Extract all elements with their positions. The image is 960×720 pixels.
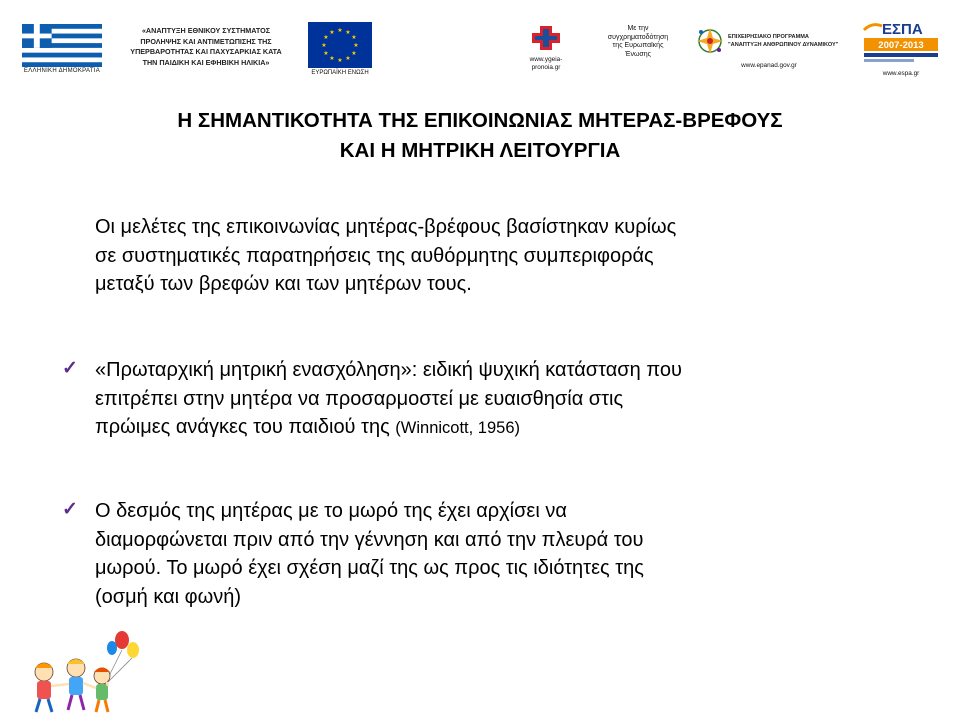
eu-caption: ΕΥΡΩΠΑΪΚΗ ΕΝΩΣΗ	[311, 70, 369, 76]
cofunding-line: Ένωσης	[624, 50, 652, 58]
intro-line: μεταξύ των βρεφών και των μητέρων τους.	[95, 273, 472, 295]
bullet-text	[95, 497, 895, 611]
epanad-line-1: ΕΠΙΧΕΙΡΗΣΙΑΚΟ ΠΡΟΓΡΑΜΜΑ	[728, 34, 809, 40]
cofunding-text	[588, 25, 688, 59]
svg-text:★: ★	[337, 57, 343, 64]
bullet-line: μωρού. Το μωρό έχει σχέση μαζί της ως προς τις ιδιότητες της	[95, 557, 644, 579]
checkmark-icon: ✓	[62, 358, 78, 379]
intro-paragraph	[95, 213, 895, 299]
svg-text:★: ★	[323, 50, 329, 57]
citation: (Winnicott, 1956)	[395, 419, 520, 437]
ygeia-caption-line: www.ygeia-	[529, 56, 563, 63]
ygeia-pronoia-logo	[528, 24, 564, 52]
title-line: ΚΑΙ Η ΜΗΤΡΙΚΗ ΛΕΙΤΟΥΡΓΙΑ	[339, 139, 621, 162]
svg-text:★: ★	[351, 50, 357, 57]
svg-text:★: ★	[323, 34, 329, 41]
espa-label: ΕΣΠΑ	[882, 21, 923, 38]
bullet-line: (οσμή και φωνή)	[95, 585, 242, 608]
program-line: ΠΡΟΛΗΨΗΣ ΚΑΙ ΑΝΤΙΜΕΤΩΠΙΣΗΣ ΤΗΣ	[140, 36, 272, 46]
checkmark-icon: ✓	[62, 499, 78, 520]
bullet-text	[95, 356, 895, 443]
program-line: ΥΠΕΡΒΑΡΟΤΗΤΑΣ ΚΑΙ ΠΑΧΥΣΑΡΚΙΑΣ ΚΑΤΑ	[130, 47, 282, 57]
svg-text:★: ★	[337, 27, 343, 34]
eu-flag-icon	[308, 22, 372, 68]
bullet-line: «Πρωταρχική μητρική ενασχόληση»: ειδική ψυχική κατάσταση που	[95, 359, 682, 381]
bullet-line	[95, 413, 895, 443]
cofunding-line: Με την	[627, 25, 649, 32]
program-title	[118, 26, 294, 68]
bullet-line: διαμορφώνεται πριν από την γέννηση και από την πλευρά του	[95, 528, 644, 551]
ygeia-caption	[514, 56, 578, 72]
bullet-line-text: πρώιμες ανάγκες του παιδιού της	[95, 416, 396, 438]
svg-text:★: ★	[321, 42, 327, 49]
svg-text:★: ★	[351, 34, 357, 41]
program-line: «ΑΝΑΠΤΥΞΗ ΕΘΝΙΚΟΥ ΣΥΣΤΗΜΑΤΟΣ	[141, 26, 271, 35]
cofunding-line: συγχρηματοδότηση	[607, 33, 669, 41]
cofunding-line: της Ευρωπαϊκής	[612, 42, 664, 50]
svg-text:★: ★	[345, 55, 351, 62]
epanad-line-2: "ΑΝΑΠΤΥΞΗ ΑΝΘΡΩΠΙΝΟΥ ΔΥΝΑΜΙΚΟΥ"	[728, 42, 839, 48]
epanad-logo	[694, 24, 846, 58]
svg-text:★: ★	[329, 55, 335, 62]
intro-line: Οι μελέτες της επικοινωνίας μητέρας-βρέφους βασίστηκαν κυρίως	[95, 216, 677, 238]
children-balloons-illustration	[14, 628, 144, 718]
bullet-line: επιτρέπει στην μητέρα να προσαρμοστεί με ευαισθησία στις	[95, 387, 624, 410]
slide-title	[40, 106, 920, 166]
bullet-line: Ο δεσμός της μητέρας με το μωρό της έχει αρχίσει να	[95, 500, 567, 522]
epanad-caption: www.epanad.gov.gr	[741, 62, 797, 69]
flag-caption: ΕΛΛΗΝΙΚΗ ΔΗΜΟΚΡΑΤΙΑ	[23, 68, 101, 74]
svg-text:★: ★	[329, 29, 335, 36]
program-line: ΤΗΝ ΠΑΙΔΙΚΗ ΚΑΙ ΕΦΗΒΙΚΗ ΗΛΙΚΙΑ»	[142, 57, 270, 67]
espa-years: 2007-2013	[878, 40, 924, 51]
espa-caption: www.espa.gr	[882, 70, 920, 77]
greek-flag-icon	[22, 24, 102, 67]
svg-text:★: ★	[353, 42, 359, 49]
title-line: Η ΣΗΜΑΝΤΙΚΟΤΗΤΑ ΤΗΣ ΕΠΙΚΟΙΝΩΝΙΑΣ ΜΗΤΕΡΑΣ-ΒΡΕΦΟΥΣ	[177, 109, 783, 132]
intro-line: σε συστηματικές παρατηρήσεις της αυθόρμητης συμπεριφοράς	[95, 244, 654, 267]
ygeia-caption-line: pronoia.gr	[531, 64, 561, 71]
espa-logo	[862, 20, 940, 66]
svg-text:★: ★	[345, 29, 351, 36]
